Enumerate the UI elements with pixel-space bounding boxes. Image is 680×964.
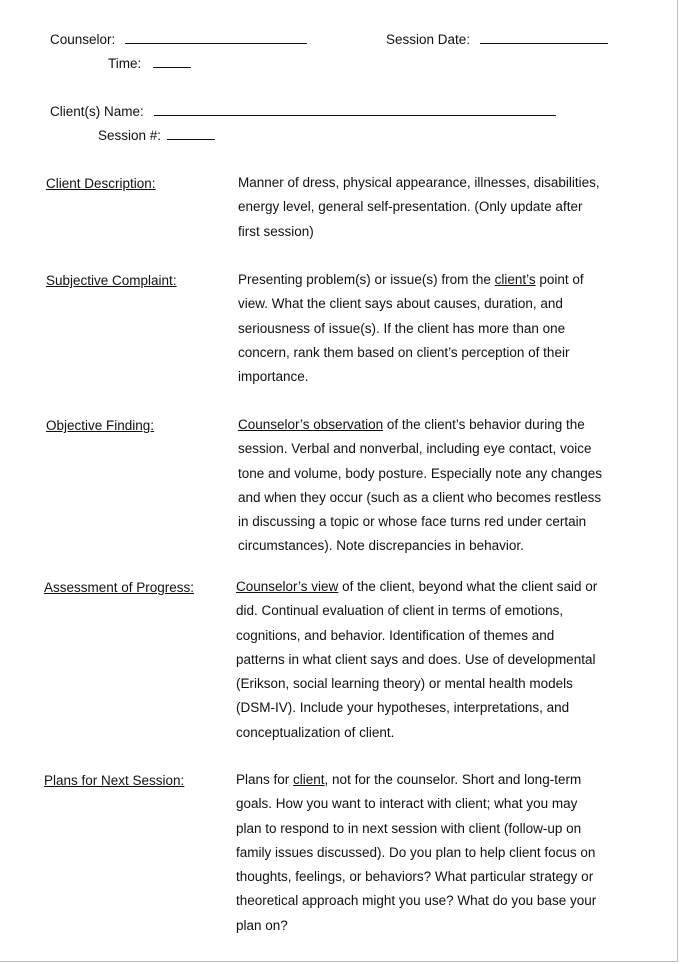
line-text: of the client, beyond what the client said or <box>338 579 598 594</box>
line-text: , not for the counselor. Short and long-term <box>324 772 582 787</box>
session-number-field <box>98 127 215 144</box>
client-description-text <box>238 171 600 244</box>
line-text: importance. <box>238 369 309 385</box>
subjective-complaint-label: Subjective Complaint: <box>46 273 177 288</box>
paragraph-line <box>236 599 597 623</box>
line-text: (Erikson, social learning theory) or mental health models <box>236 676 573 692</box>
line-text: conceptualization of client. <box>236 724 395 740</box>
line-text: did. Continual evaluation of client in terms of emotions, <box>236 603 564 619</box>
time-label: Time: <box>108 56 142 71</box>
objective-finding-text <box>238 413 602 559</box>
line-text: family issues discussed). Do you plan to help client focus on <box>236 844 596 860</box>
paragraph-line <box>236 721 597 745</box>
line-text: goals. How you want to interact with client; what you may <box>236 796 578 812</box>
line-text: session. Verbal and nonverbal, including eye contact, voice <box>238 441 592 457</box>
paragraph-line <box>236 648 597 672</box>
paragraph-line <box>238 317 584 341</box>
paragraph-line <box>236 575 597 599</box>
session-number-blank[interactable] <box>167 127 215 140</box>
paragraph-line <box>236 696 597 720</box>
paragraph-line <box>236 841 596 865</box>
line-text: Manner of dress, physical appearance, illnesses, disabilities, <box>238 175 600 190</box>
paragraph-line <box>236 817 596 841</box>
line-text: circumstances). Note discrepancies in behavior. <box>238 538 524 554</box>
subjective-complaint-text <box>238 268 584 389</box>
clients-name-label: Client(s) Name: <box>50 104 144 119</box>
assessment-of-progress-label: Assessment of Progress: <box>44 580 195 595</box>
paragraph-line <box>238 195 600 219</box>
line-text: and when they occur (such as a client who becomes restless <box>238 489 602 505</box>
line-text: (DSM-IV). Include your hypotheses, interpretations, and <box>236 700 570 716</box>
paragraph-line <box>236 792 596 816</box>
line-text: of the client’s behavior during the <box>383 417 585 432</box>
paragraph-line <box>238 220 600 244</box>
paragraph-line <box>238 171 600 195</box>
line-text: in discussing a topic or whose face turns red under certain <box>238 514 587 530</box>
paragraph-line <box>238 534 602 558</box>
paragraph-line <box>238 268 584 292</box>
paragraph-line <box>238 341 584 365</box>
underlined-phrase: client’s <box>494 272 536 287</box>
line-text: tone and volume, body posture. Especially note any changes <box>238 465 602 481</box>
counselor-field <box>50 31 307 48</box>
line-text: first session) <box>238 223 314 239</box>
paragraph-line <box>238 486 602 510</box>
line-text: view. What the client says about causes, duration, and <box>238 296 563 312</box>
paragraph-line <box>236 624 597 648</box>
session-number-label: Session #: <box>98 128 162 143</box>
paragraph-line <box>236 768 596 792</box>
client-description-label: Client Description: <box>46 176 156 191</box>
line-text: plan to respond to in next session with client (follow-up on <box>236 820 582 836</box>
clients-name-blank[interactable] <box>154 103 556 116</box>
plans-for-next-session-text <box>236 768 596 938</box>
paragraph-line <box>238 510 602 534</box>
paragraph-line <box>236 865 596 889</box>
objective-finding-label: Objective Finding: <box>46 418 155 433</box>
assessment-of-progress-text <box>236 575 597 745</box>
underlined-phrase: Counselor’s observation <box>238 417 384 432</box>
line-text: Presenting problem(s) or issue(s) from the <box>238 272 495 287</box>
underlined-phrase: Counselor’s view <box>236 579 339 594</box>
paragraph-line <box>238 462 602 486</box>
paragraph-line <box>238 413 602 437</box>
paragraph-line <box>236 914 596 938</box>
line-text: concern, rank them based on client’s perception of their <box>238 344 570 360</box>
underlined-phrase: client <box>293 772 325 787</box>
counselor-label: Counselor: <box>50 32 116 47</box>
session-date-label: Session Date: <box>386 32 471 47</box>
paragraph-line <box>238 292 584 316</box>
session-date-field <box>386 31 608 48</box>
line-text: energy level, general self-presentation. (Only update after <box>238 199 583 215</box>
line-text: point of <box>535 272 584 287</box>
counselor-blank[interactable] <box>125 31 307 44</box>
clients-name-field <box>50 103 556 120</box>
paragraph-line <box>238 365 584 389</box>
line-text: seriousness of issue(s). If the client has more than one <box>238 320 566 336</box>
paragraph-line <box>236 889 596 913</box>
line-text: plan on? <box>236 917 288 933</box>
line-text: cognitions, and behavior. Identification of themes and <box>236 627 555 643</box>
paragraph-line <box>236 672 597 696</box>
time-field <box>108 55 191 72</box>
line-text: thoughts, feelings, or behaviors? What particular strategy or <box>236 869 594 885</box>
plans-for-next-session-label: Plans for Next Session: <box>44 773 185 788</box>
line-text: theoretical approach might you use? What do you base your <box>236 893 597 909</box>
paragraph-line <box>238 437 602 461</box>
line-text: patterns in what client says and does. Use of developmental <box>236 651 596 667</box>
line-text: Plans for <box>236 772 294 787</box>
session-date-blank[interactable] <box>480 31 608 44</box>
time-blank[interactable] <box>153 55 191 68</box>
